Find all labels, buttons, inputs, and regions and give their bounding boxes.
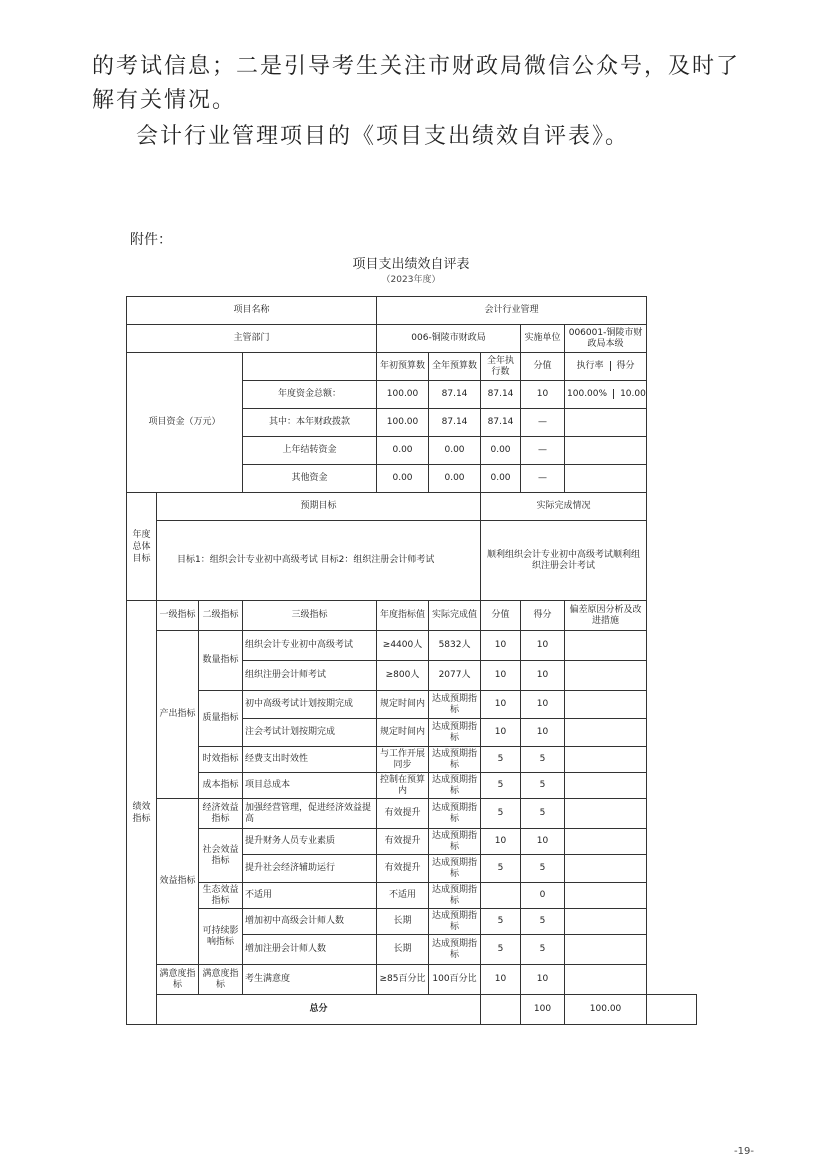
project-name-label: 项目名称 (127, 297, 377, 325)
reason-cell (565, 719, 647, 747)
actual-cell: 100百分比 (429, 965, 481, 995)
got-cell: 5 (521, 855, 565, 883)
score-cell: 10 (481, 661, 521, 691)
expected-goal-text: 目标1：组织会计专业初中高级考试 目标2：组织注册会计师考试 (157, 521, 481, 601)
funds-cell: 87.14 (481, 409, 521, 437)
reason-cell (565, 965, 647, 995)
funds-cell: 0.00 (377, 437, 429, 465)
score-cell: 10 (481, 829, 521, 855)
reason-cell (565, 661, 647, 691)
reason-cell (565, 883, 647, 909)
level2-satisfaction: 满意度指标 (199, 965, 243, 995)
perf-indicator-label: 绩效指标 (127, 601, 157, 1025)
funds-cell: — (521, 437, 565, 465)
perf-header: 偏差原因分析及改进措施 (565, 601, 647, 631)
reason-cell (565, 631, 647, 661)
actual-cell: 达成预期指标 (429, 719, 481, 747)
target-cell: 规定时间内 (377, 719, 429, 747)
body-paragraph-1: 的考试信息；二是引导考生关注市财政局微信公众号，及时了解有关情况。 (92, 54, 741, 113)
target-cell: 有效提升 (377, 855, 429, 883)
funds-cell: 0.00 (481, 437, 521, 465)
reason-cell (565, 747, 647, 773)
level2-quality: 质量指标 (199, 691, 243, 747)
dept-value: 006-铜陵市财政局 (377, 325, 521, 353)
score-cell: 10 (481, 719, 521, 747)
funds-cell: 100.00% 10.00 (565, 381, 647, 409)
level3-cell: 增加注册会计师人数 (243, 935, 377, 965)
got-cell: 5 (521, 773, 565, 799)
actual-cell: 达成预期指标 (429, 747, 481, 773)
expected-goal-label: 预期目标 (157, 493, 481, 521)
level3-cell: 不适用 (243, 883, 377, 909)
funds-header: 全年预算数 (429, 353, 481, 381)
target-cell: 有效提升 (377, 799, 429, 829)
score-cell: 5 (481, 855, 521, 883)
reason-cell (565, 691, 647, 719)
score-cell: 5 (481, 799, 521, 829)
actual-cell: 达成预期指标 (429, 773, 481, 799)
target-cell: ≥85百分比 (377, 965, 429, 995)
level3-cell: 经费支出时效性 (243, 747, 377, 773)
target-cell: ≥800人 (377, 661, 429, 691)
reason-cell (565, 773, 647, 799)
score-cell (481, 883, 521, 909)
form-title: 项目支出绩效自评表 (352, 257, 470, 272)
perf-header: 三级指标 (243, 601, 377, 631)
score-cell: 5 (481, 747, 521, 773)
funds-cell (565, 465, 647, 493)
funds-cell: 0.00 (377, 465, 429, 493)
perf-header: 实际完成值 (429, 601, 481, 631)
level3-cell: 组织会计专业初中高级考试 (243, 631, 377, 661)
score-cell: 5 (481, 773, 521, 799)
level2-social: 社会效益指标 (199, 829, 243, 883)
funds-cell: 100.00 (377, 381, 429, 409)
funds-row-label: 其他资金 (243, 465, 377, 493)
funds-cell: 87.14 (429, 409, 481, 437)
level3-cell: 考生满意度 (243, 965, 377, 995)
funds-cell (565, 437, 647, 465)
got-cell: 10 (521, 719, 565, 747)
funds-cell (565, 409, 647, 437)
funds-cell: 0.00 (481, 465, 521, 493)
level3-cell: 注会考试计划按期完成 (243, 719, 377, 747)
got-cell: 10 (521, 829, 565, 855)
perf-header: 得分 (521, 601, 565, 631)
reason-cell (565, 855, 647, 883)
level2-sustainable: 可持续影响指标 (199, 909, 243, 965)
score-cell: 10 (481, 631, 521, 661)
body-paragraph-2: 会计行业管理项目的《项目支出绩效自评表》。 (136, 124, 630, 149)
level3-cell: 提升社会经济辅助运行 (243, 855, 377, 883)
level1-output: 产出指标 (157, 631, 199, 799)
annual-goal-label: 年度总体目标 (127, 493, 157, 601)
funds-cell: 0.00 (429, 437, 481, 465)
total-score: 100 (521, 995, 565, 1025)
funds-row-label: 年度资金总额： (243, 381, 377, 409)
level3-cell: 初中高级考试计划按期完成 (243, 691, 377, 719)
got-cell: 10 (521, 965, 565, 995)
actual-cell: 达成预期指标 (429, 829, 481, 855)
target-cell: 不适用 (377, 883, 429, 909)
funds-row-label: 其中：本年财政拨款 (243, 409, 377, 437)
level2-ecological: 生态效益指标 (199, 883, 243, 909)
funds-cell: 87.14 (481, 381, 521, 409)
target-cell: 长期 (377, 935, 429, 965)
actual-cell: 2077人 (429, 661, 481, 691)
got-cell: 5 (521, 799, 565, 829)
score-cell: 5 (481, 935, 521, 965)
level3-cell: 项目总成本 (243, 773, 377, 799)
impl-label: 实施单位 (521, 325, 565, 353)
target-cell: 有效提升 (377, 829, 429, 855)
target-cell: 长期 (377, 909, 429, 935)
level2-economic: 经济效益指标 (199, 799, 243, 829)
funds-cell: 100.00 (377, 409, 429, 437)
got-cell: 0 (521, 883, 565, 909)
funds-cell: 87.14 (429, 381, 481, 409)
funds-cell: — (521, 409, 565, 437)
actual-cell: 达成预期指标 (429, 691, 481, 719)
target-cell: ≥4400人 (377, 631, 429, 661)
target-cell: 与工作开展同步 (377, 747, 429, 773)
actual-cell: 达成预期指标 (429, 935, 481, 965)
got-cell: 5 (521, 909, 565, 935)
impl-value: 006001-铜陵市财政局本级 (565, 325, 647, 353)
score-cell: 10 (481, 691, 521, 719)
funds-label: 项目资金（万元） (127, 353, 243, 493)
score-cell: 10 (481, 965, 521, 995)
dept-label: 主管部门 (127, 325, 377, 353)
got-cell: 10 (521, 631, 565, 661)
actual-completion-label: 实际完成情况 (481, 493, 647, 521)
actual-cell: 达成预期指标 (429, 909, 481, 935)
level3-cell: 组织注册会计师考试 (243, 661, 377, 691)
reason-cell (565, 935, 647, 965)
level2-cost: 成本指标 (199, 773, 243, 799)
level2-quantity: 数量指标 (199, 631, 243, 691)
reason-cell (565, 799, 647, 829)
target-cell: 控制在预算内 (377, 773, 429, 799)
target-cell: 规定时间内 (377, 691, 429, 719)
funds-header: 年初预算数 (377, 353, 429, 381)
funds-header: 分值 (521, 353, 565, 381)
performance-table (126, 296, 697, 1025)
level3-cell: 加强经营管理，促进经济效益提高 (243, 799, 377, 829)
level1-satisfaction: 满意度指标 (157, 965, 199, 995)
form-year: （2023年度） (381, 275, 441, 285)
funds-header: 执行率 得分 (565, 353, 647, 381)
funds-row-label: 上年结转资金 (243, 437, 377, 465)
funds-header: 全年执行数 (481, 353, 521, 381)
level3-cell: 增加初中高级会计师人数 (243, 909, 377, 935)
actual-cell: 5832人 (429, 631, 481, 661)
perf-header: 一级指标 (157, 601, 199, 631)
perf-header: 分值 (481, 601, 521, 631)
actual-completion-text: 顺利组织会计专业初中高级考试顺利组织注册会计考试 (481, 521, 647, 601)
actual-cell: 达成预期指标 (429, 799, 481, 829)
got-cell: 10 (521, 661, 565, 691)
score-cell: 5 (481, 909, 521, 935)
project-name: 会计行业管理 (377, 297, 647, 325)
level2-timeliness: 时效指标 (199, 747, 243, 773)
perf-header: 二级指标 (199, 601, 243, 631)
actual-cell: 达成预期指标 (429, 855, 481, 883)
perf-header: 年度指标值 (377, 601, 429, 631)
attachment-label: 附件： (130, 232, 172, 248)
got-cell: 5 (521, 935, 565, 965)
funds-cell: 10 (521, 381, 565, 409)
total-got: 100.00 (565, 995, 647, 1025)
page-number: -19- (734, 1146, 754, 1157)
funds-cell: 0.00 (429, 465, 481, 493)
level3-cell: 提升财务人员专业素质 (243, 829, 377, 855)
level1-benefit: 效益指标 (157, 799, 199, 965)
total-label: 总分 (157, 995, 481, 1025)
reason-cell (565, 829, 647, 855)
reason-cell (565, 909, 647, 935)
funds-cell: — (521, 465, 565, 493)
actual-cell: 达成预期指标 (429, 883, 481, 909)
got-cell: 5 (521, 747, 565, 773)
got-cell: 10 (521, 691, 565, 719)
